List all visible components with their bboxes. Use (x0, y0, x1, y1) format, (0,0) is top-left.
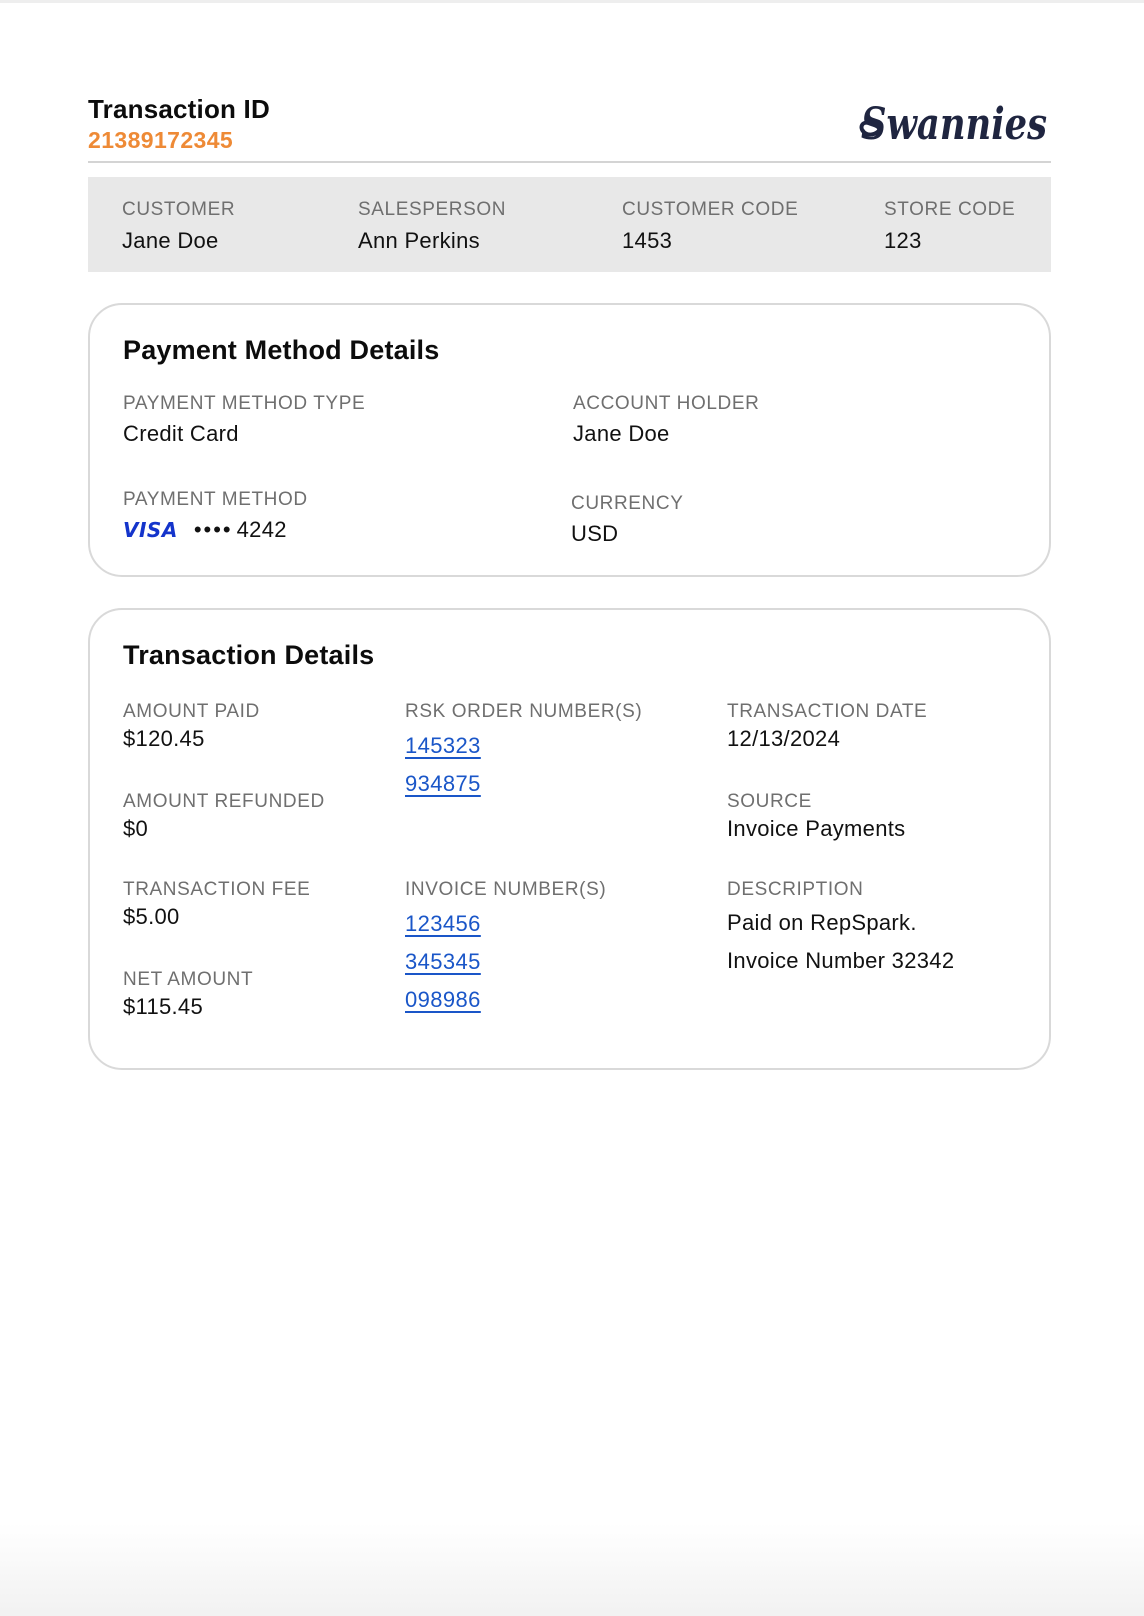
description-line: Invoice Number 32342 (727, 948, 955, 973)
invoice-link[interactable]: 098986 (405, 987, 481, 1012)
account-holder-field (573, 393, 759, 448)
customer-info-bar (88, 177, 1051, 272)
transaction-fee-value: $5.00 (123, 904, 180, 929)
transaction-date-value: 12/13/2024 (727, 726, 841, 751)
payment-method-label: PAYMENT METHOD (123, 489, 308, 510)
currency-label: CURRENCY (571, 493, 684, 514)
description-line: Paid on RepSpark. (727, 910, 917, 935)
card-mask: •••• (193, 517, 233, 542)
customer-code-value: 1453 (622, 228, 673, 253)
payment-method-title: Payment Method Details (123, 335, 440, 365)
transaction-date-field (727, 701, 927, 753)
customer-label: CUSTOMER (122, 199, 236, 220)
currency-field (571, 493, 683, 548)
source-field (727, 791, 905, 843)
transaction-details-title: Transaction Details (123, 640, 375, 670)
payment-method-card (88, 303, 1051, 577)
account-holder-value: Jane Doe (573, 421, 670, 446)
amount-paid-label: AMOUNT PAID (123, 701, 260, 722)
customer-code-cell (622, 199, 798, 255)
page-content (88, 91, 1051, 1070)
amount-refunded-value: $0 (123, 816, 149, 841)
store-code-label: STORE CODE (884, 199, 1016, 220)
invoice-numbers-field (405, 879, 606, 1014)
payment-method-type-value: Credit Card (123, 421, 239, 446)
store-code-value: 123 (884, 228, 922, 253)
rsk-order-link[interactable]: 934875 (405, 771, 481, 796)
source-label: SOURCE (727, 791, 812, 812)
invoice-numbers-label: INVOICE NUMBER(S) (405, 879, 607, 900)
account-holder-label: ACCOUNT HOLDER (573, 393, 760, 414)
amount-paid-field (123, 701, 260, 753)
description-label: DESCRIPTION (727, 879, 864, 900)
payment-method-field (123, 489, 308, 544)
description-value (727, 904, 954, 980)
rsk-order-field (405, 701, 642, 798)
transaction-fee-field (123, 879, 310, 931)
rsk-order-link[interactable]: 145323 (405, 733, 481, 758)
customer-value: Jane Doe (122, 228, 219, 253)
card-last4: 4242 (236, 517, 287, 542)
invoice-link[interactable]: 123456 (405, 911, 481, 936)
transaction-id-label: Transaction ID (88, 94, 270, 124)
visa-logo-icon: VISA (123, 518, 178, 542)
rsk-order-label: RSK ORDER NUMBER(S) (405, 701, 643, 722)
amount-paid-value: $120.45 (123, 726, 205, 751)
transaction-fee-label: TRANSACTION FEE (123, 879, 311, 900)
salesperson-cell (358, 199, 506, 255)
payment-method-type-field (123, 393, 365, 448)
transaction-header (88, 91, 1051, 163)
customer-code-label: CUSTOMER CODE (622, 199, 799, 220)
description-field (727, 879, 954, 980)
currency-value: USD (571, 521, 619, 546)
net-amount-field (123, 969, 253, 1021)
payment-method-type-label: PAYMENT METHOD TYPE (123, 393, 366, 414)
net-amount-label: NET AMOUNT (123, 969, 254, 990)
salesperson-value: Ann Perkins (358, 228, 480, 253)
invoice-link[interactable]: 345345 (405, 949, 481, 974)
source-value: Invoice Payments (727, 816, 906, 841)
swannies-logo (855, 93, 1051, 153)
payment-method-value (123, 516, 308, 544)
transaction-id-value: 21389172345 (88, 127, 234, 153)
customer-cell (122, 199, 235, 255)
salesperson-label: SALESPERSON (358, 199, 507, 220)
logo-text: Swannies (861, 99, 1047, 150)
net-amount-value: $115.45 (123, 994, 203, 1019)
amount-refunded-label: AMOUNT REFUNDED (123, 791, 325, 812)
transaction-details-card (88, 608, 1051, 1070)
amount-refunded-field (123, 791, 325, 843)
transaction-date-label: TRANSACTION DATE (727, 701, 928, 722)
store-code-cell (884, 199, 1015, 255)
